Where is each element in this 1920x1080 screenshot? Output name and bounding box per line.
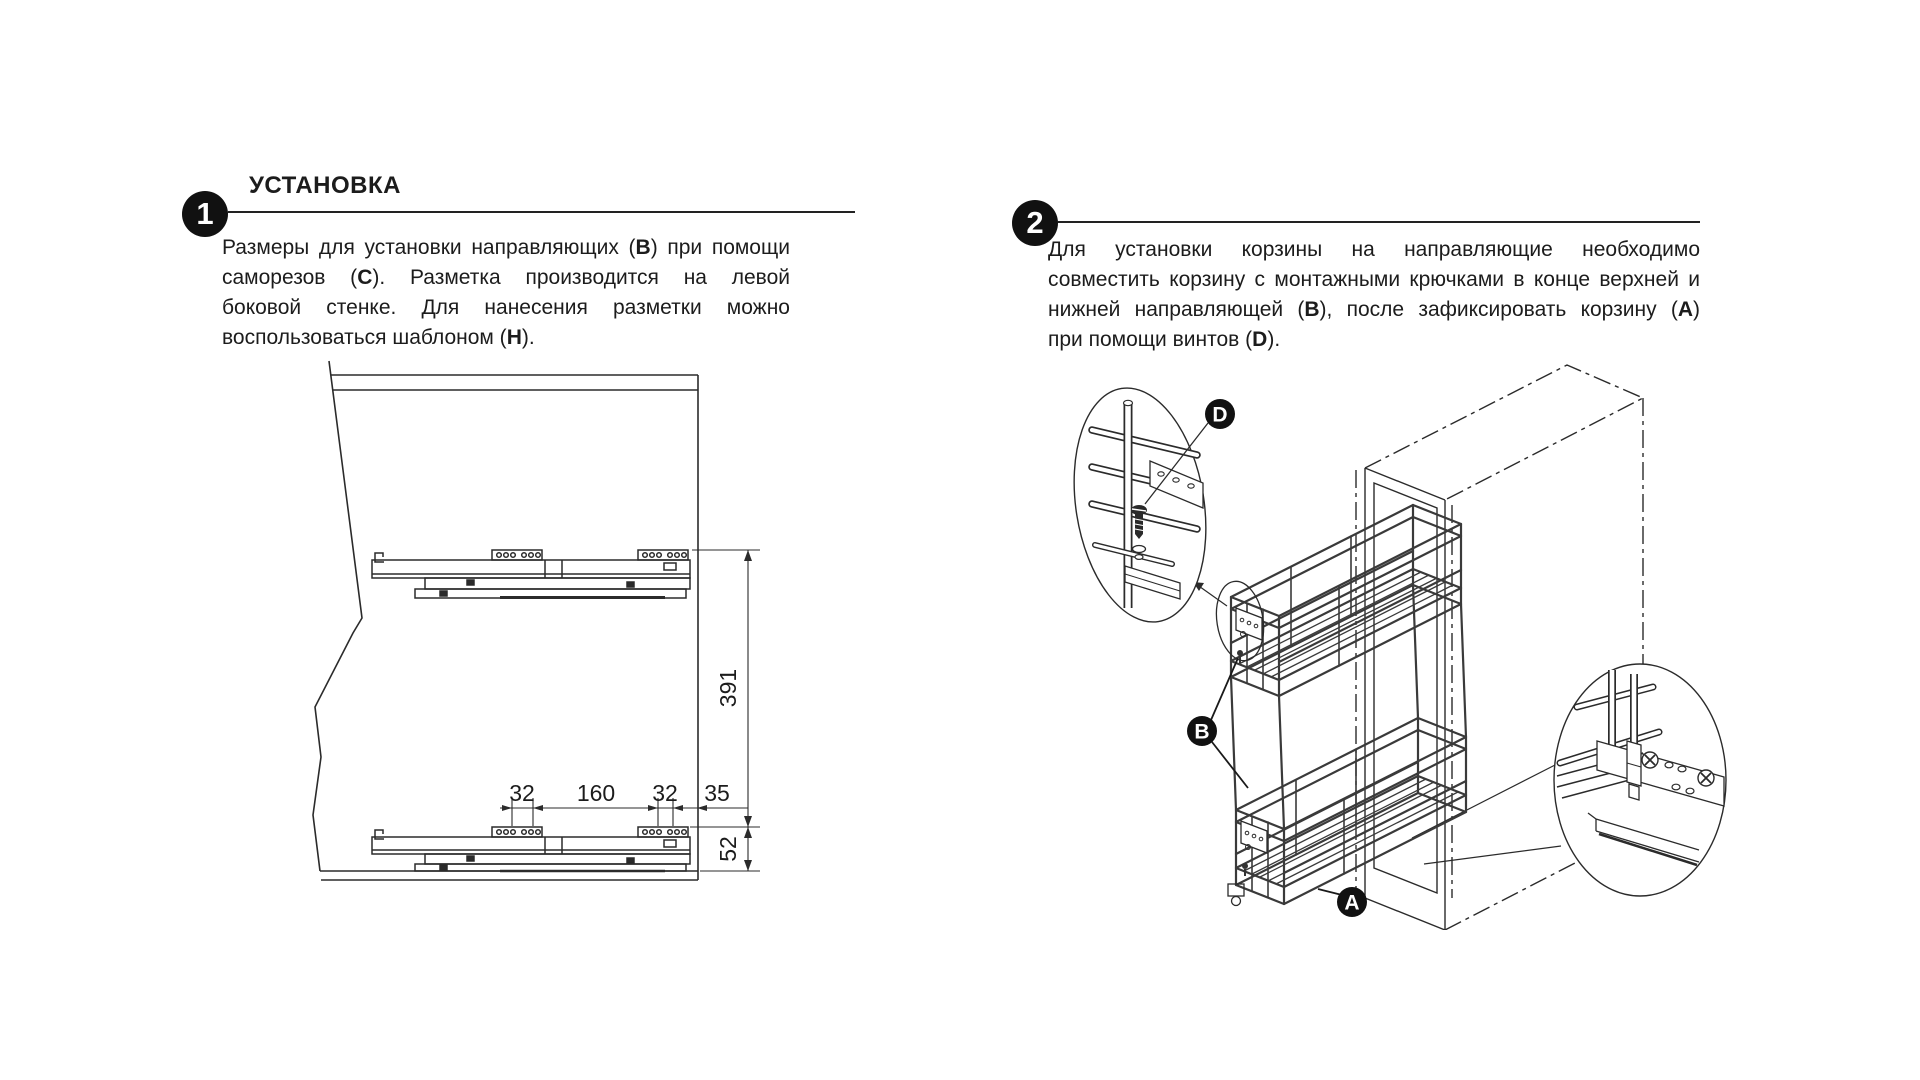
- dim-52: 52: [715, 836, 741, 862]
- text-line: при помощи винтов (D).: [1048, 328, 1281, 351]
- text-line: боковой стенке. Для нанесения разметки можно: [222, 296, 790, 319]
- leader-b: [1211, 658, 1248, 788]
- text-line: саморезов (C). Разметка производится на левой: [222, 266, 791, 289]
- detail-circle-rail-b: [1554, 664, 1726, 896]
- bottom-drawer-slide: [372, 827, 690, 871]
- text-line: нижней направляющей (B), после зафиксировать корзину (A): [1048, 298, 1700, 321]
- screw-holes: [497, 553, 687, 558]
- text-line: Для установки корзины на направляющие необходимо: [1048, 238, 1700, 261]
- drawing-basket-installation: [1040, 350, 1740, 930]
- dim-32-right: 32: [652, 780, 678, 806]
- screw-holes: [497, 830, 687, 835]
- text-line: Размеры для установки направляющих (B) при помощи: [222, 236, 790, 259]
- step-2-rule: [1058, 221, 1700, 223]
- callout-b: [1187, 716, 1217, 746]
- dim-32-left: 32: [509, 780, 535, 806]
- detail-leader-lines: [1412, 764, 1561, 864]
- text-line: совместить корзину с монтажными крючками в конце верхней и: [1048, 268, 1700, 291]
- panel-break-edge: [313, 361, 362, 871]
- dim-160: 160: [576, 780, 616, 806]
- top-drawer-slide: [372, 550, 690, 598]
- detail-circle-screw-d: [1058, 378, 1221, 631]
- step-1-rule: [228, 211, 855, 213]
- side-panel-outline: [313, 361, 698, 880]
- callout-a: [1337, 887, 1367, 917]
- text-line: воспользоваться шаблоном (H).: [222, 326, 535, 349]
- upper-basket: [1231, 505, 1461, 696]
- callout-a-label: A: [1344, 891, 1360, 915]
- page-title: УСТАНОВКА: [249, 172, 401, 199]
- lower-basket: [1236, 718, 1466, 904]
- callout-d: [1205, 399, 1235, 429]
- step-1-badge: 1: [182, 191, 228, 237]
- frame-posts: [1231, 585, 1466, 829]
- leader-a: [1318, 889, 1342, 895]
- callout-b-label: B: [1194, 720, 1210, 744]
- callout-d-label: D: [1212, 403, 1228, 427]
- instruction-text-step-1: [222, 233, 790, 353]
- instruction-text-step-2: [1048, 235, 1700, 355]
- dim-35: 35: [704, 780, 730, 806]
- roller: [1232, 897, 1241, 906]
- step-2-badge: 2: [1012, 200, 1058, 246]
- drawing-side-panel-slide-marking: [240, 350, 800, 910]
- dim-391: 391: [715, 668, 741, 708]
